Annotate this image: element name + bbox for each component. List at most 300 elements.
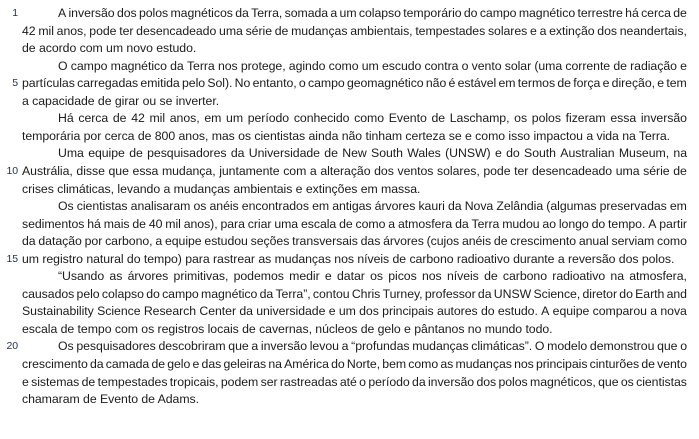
word: dos: [359, 304, 379, 319]
word: comparou: [592, 304, 647, 319]
word: série: [643, 163, 670, 178]
word: colapso: [358, 6, 401, 20]
word: primitivas,: [173, 269, 229, 284]
word: árvores: [127, 269, 169, 284]
word: América: [284, 357, 329, 371]
word: de: [132, 216, 146, 231]
word: Zelândia: [496, 199, 544, 214]
word: há: [87, 216, 101, 231]
word: campo: [307, 76, 345, 91]
word: antigas: [332, 199, 372, 214]
word: neandertais,: [619, 23, 687, 38]
word: da: [448, 199, 462, 214]
text-line: [22, 198, 687, 216]
word: conhecido: [293, 111, 350, 126]
word: Chris: [351, 286, 381, 301]
word: sistemas: [31, 374, 80, 389]
word: cientistas: [76, 199, 128, 214]
word: carbono: [502, 269, 548, 284]
word: causados: [22, 286, 75, 301]
word: da: [239, 304, 253, 319]
word: essa: [610, 111, 637, 126]
word: as: [440, 357, 454, 371]
word: o: [461, 58, 469, 73]
word: das: [360, 234, 381, 249]
word: climáticas”.: [471, 339, 533, 354]
word: de: [484, 269, 498, 284]
word: datação: [38, 234, 82, 249]
word: a: [309, 163, 317, 178]
text-line: crises climáticas, levando a mudanças ambientais e extinções em massa.: [22, 181, 421, 196]
word: dos: [374, 163, 394, 178]
word: mudança,: [161, 163, 216, 178]
word: magnéticos,: [530, 374, 596, 389]
word: New: [342, 146, 367, 161]
word: e: [530, 23, 537, 38]
word: Os: [58, 199, 74, 214]
word: radioativo: [552, 269, 606, 284]
word: fizeram: [565, 111, 606, 126]
text-line: [22, 286, 687, 304]
word: solares: [487, 23, 528, 38]
word: da: [230, 146, 245, 161]
word: inversão: [640, 111, 687, 126]
word: autores: [436, 304, 478, 319]
text-line: de acordo com um novo estudo.: [22, 41, 197, 56]
text-line: [22, 145, 687, 163]
line-number: 10: [6, 164, 18, 177]
word: magnéticos: [170, 6, 233, 20]
word: demonstrou: [589, 339, 655, 354]
word: Nova: [464, 199, 494, 214]
word: da: [412, 374, 426, 389]
word: ventos: [397, 163, 434, 178]
word: kauri: [418, 199, 445, 214]
word: alteração: [320, 163, 371, 178]
word: escala: [300, 216, 337, 231]
word: campo: [70, 58, 108, 73]
word: e: [602, 76, 610, 91]
word: árvores: [374, 199, 416, 214]
text-line: temporária por cerca de 800 anos, mas os cientistas ainda não tinham certeza se e como isso impactou a vida na Terra.: [22, 128, 671, 143]
word: extinção: [549, 23, 595, 38]
word: nos: [421, 269, 442, 284]
word: de: [339, 216, 353, 231]
text-line: chamaram de Evento de Adams.: [22, 392, 200, 407]
word: os: [370, 269, 383, 284]
word: de: [641, 357, 655, 371]
word: um: [338, 304, 356, 319]
word: emitida: [140, 76, 180, 91]
word: 42: [131, 111, 145, 126]
word: Terra: [471, 216, 500, 231]
word: A: [541, 304, 550, 319]
word: das: [201, 357, 222, 371]
word: a: [539, 23, 547, 38]
word: estudou: [204, 234, 248, 249]
word: essa: [132, 163, 159, 178]
word: O: [534, 339, 545, 354]
text-line: escala de tempo com os registros locais de cavernas, núcleos de gelo e pântanos no mundo todo.: [22, 321, 553, 336]
word: colapso: [101, 286, 144, 301]
word: podemos: [233, 269, 284, 284]
word: cinturões: [589, 357, 640, 371]
word: do: [480, 304, 495, 319]
word: da: [89, 357, 104, 371]
word: mil: [38, 23, 54, 38]
word: os: [193, 199, 207, 214]
word: da: [477, 286, 492, 301]
word: de: [324, 146, 338, 161]
word: vento: [471, 58, 502, 73]
word: ambientais,: [350, 23, 413, 38]
word: da: [235, 6, 249, 20]
word: com: [283, 163, 307, 178]
word: uma: [219, 23, 243, 38]
word: como: [355, 216, 386, 231]
word: como: [328, 58, 359, 73]
word: mudanças: [412, 339, 469, 354]
word: a: [650, 304, 658, 319]
word: árvores: [383, 234, 424, 249]
word: de: [557, 76, 571, 91]
word: para: [220, 216, 245, 231]
word: em: [669, 199, 687, 214]
word: polos: [138, 6, 169, 20]
word: em: [312, 199, 330, 214]
text-line: [22, 303, 687, 321]
word: (UNSW): [445, 146, 491, 161]
word: contou: [312, 286, 350, 301]
word: a: [251, 339, 259, 354]
word: há: [625, 6, 639, 20]
word: rastreadas: [279, 374, 338, 389]
word: a: [155, 234, 163, 249]
word: geleiras: [223, 357, 267, 371]
word: do: [619, 286, 633, 301]
word: protege,: [240, 58, 286, 73]
word: de: [129, 146, 143, 161]
word: nova: [660, 304, 687, 319]
word: que: [598, 374, 619, 389]
word: de: [673, 163, 687, 178]
word: polos: [498, 374, 528, 389]
word: Earth: [635, 286, 665, 301]
word: entanto,: [252, 76, 297, 91]
word: e: [680, 58, 687, 73]
word: disse: [76, 163, 105, 178]
word: levou: [309, 339, 339, 354]
text-line: [22, 110, 687, 128]
word: Uma: [58, 146, 84, 161]
word: termos: [517, 76, 556, 91]
word: até: [339, 374, 357, 389]
word: de: [274, 23, 289, 38]
word: transversais: [292, 234, 358, 249]
word: mil: [165, 216, 181, 231]
word: podem: [220, 374, 259, 389]
line-number: 1: [12, 7, 18, 19]
word: temporário: [403, 6, 462, 20]
word: como: [354, 111, 385, 126]
word: e: [192, 357, 200, 371]
word: campo: [479, 6, 517, 20]
word: O: [58, 58, 68, 73]
word: do: [463, 6, 478, 20]
word: pode: [483, 163, 511, 178]
word: Sustainability: [22, 304, 94, 319]
word: contra: [424, 58, 459, 73]
word: anos),: [183, 216, 218, 231]
word: Terra,: [251, 6, 283, 20]
word: Terra”,: [275, 286, 311, 301]
word: da: [455, 216, 469, 231]
word: do: [591, 216, 606, 231]
word: magnético: [201, 286, 258, 301]
word: é: [448, 76, 456, 91]
word: de: [151, 357, 166, 371]
word: pelo: [76, 286, 100, 301]
word: Os: [58, 339, 74, 354]
word: em: [204, 111, 222, 126]
word: tempestades: [97, 374, 168, 389]
word: que: [108, 163, 129, 178]
word: por: [84, 234, 103, 249]
text-line: [22, 163, 687, 181]
word: Wales: [407, 146, 441, 161]
word: anual: [578, 234, 609, 249]
word: de: [431, 111, 446, 126]
word: analisaram: [130, 199, 191, 214]
word: pode: [89, 23, 117, 38]
word: de: [493, 234, 508, 249]
word: Norte,: [346, 357, 381, 371]
word: na: [673, 146, 687, 161]
word: do: [331, 357, 345, 371]
word: dos: [116, 6, 137, 20]
word: e: [324, 269, 332, 284]
word: polos: [531, 111, 561, 126]
word: na: [268, 357, 282, 371]
word: datar: [337, 269, 365, 284]
word: do: [146, 286, 160, 301]
word: desencadeado: [532, 163, 613, 178]
document-text-body: [22, 0, 687, 439]
word: da: [22, 234, 36, 249]
word: dos: [476, 374, 497, 389]
word: força: [573, 76, 601, 91]
word: escudo: [381, 58, 422, 73]
word: a: [388, 216, 396, 231]
word: período: [247, 111, 290, 126]
word: longo: [558, 216, 589, 231]
word: modelo: [547, 339, 588, 354]
word: período: [368, 374, 410, 389]
text-line: [22, 5, 687, 23]
word: diretor: [582, 286, 617, 301]
word: Research: [143, 304, 197, 319]
word: equipe: [88, 146, 125, 161]
word: tempo.: [608, 216, 646, 231]
word: “profundas: [351, 339, 410, 354]
word: carbono,: [105, 234, 153, 249]
word: principais: [535, 357, 588, 371]
text-line: [22, 23, 687, 41]
word: mudanças: [455, 357, 512, 371]
word: o: [359, 374, 366, 389]
word: partículas: [22, 76, 75, 91]
word: universidade: [256, 304, 326, 319]
word: atmosfera: [397, 216, 453, 231]
word: camada: [105, 357, 150, 371]
word: tempestades: [415, 23, 486, 38]
word: crescimento: [22, 357, 88, 371]
text-line: a capacidade de girar ou se inverter.: [22, 93, 220, 108]
word: encontrados: [241, 199, 309, 214]
word: bem: [382, 357, 407, 371]
word: agindo: [288, 58, 326, 73]
word: crescimento: [510, 234, 577, 249]
word: A: [648, 216, 657, 231]
word: (uma: [534, 58, 563, 73]
text-line: um registro natural do tempo) para rastrear as mudanças nos níveis de carbono radioativo durante a reversão dos polos.: [22, 251, 675, 266]
word: Laschamp,: [449, 111, 510, 126]
word: professor: [424, 286, 476, 301]
word: de: [673, 6, 687, 20]
word: tem: [666, 76, 687, 91]
word: criar: [247, 216, 272, 231]
word: Center: [199, 304, 236, 319]
word: anos,: [169, 111, 200, 126]
text-line: [22, 338, 687, 356]
word: um: [226, 111, 244, 126]
word: inversão: [260, 339, 308, 354]
word: tropicais,: [169, 374, 219, 389]
word: corrente: [565, 58, 611, 73]
word: preservadas: [599, 199, 667, 214]
word: pesquisadores: [76, 339, 156, 354]
word: como: [408, 357, 439, 371]
word: desencadeado: [136, 23, 217, 38]
line-number: 5: [12, 77, 18, 90]
word: medir: [289, 269, 320, 284]
word: A: [58, 6, 67, 20]
word: Turney,: [382, 286, 423, 301]
word: Terra: [186, 58, 215, 73]
word: Universidade: [248, 146, 320, 161]
word: radiação: [630, 58, 677, 73]
word: série: [245, 23, 272, 38]
word: geomagnético: [346, 76, 424, 91]
word: anéis: [461, 234, 492, 249]
word: um: [339, 6, 357, 20]
word: Sol).: [207, 76, 233, 91]
word: direção,: [611, 76, 656, 91]
word: picos: [388, 269, 417, 284]
word: de: [81, 374, 96, 389]
word: anos,: [56, 23, 87, 38]
word: um: [361, 58, 379, 73]
word: No: [234, 76, 251, 91]
word: UNSW: [493, 286, 532, 301]
word: Austrália,: [22, 163, 73, 178]
word: inversão: [68, 6, 115, 20]
word: mil: [149, 111, 166, 126]
word: ser: [260, 374, 278, 389]
word: Há: [58, 111, 74, 126]
word: inversão: [427, 374, 475, 389]
word: ter: [119, 23, 134, 38]
word: (cujos: [426, 234, 460, 249]
word: anéis: [209, 199, 239, 214]
text-line: [22, 356, 687, 374]
line-number: 15: [6, 252, 18, 265]
word: nos: [514, 357, 534, 371]
word: e: [22, 374, 29, 389]
word: da: [259, 286, 274, 301]
text-line: [22, 216, 687, 234]
word: terrestre: [577, 6, 623, 20]
word: em: [498, 76, 516, 91]
word: juntamente: [219, 163, 280, 178]
text-line: [22, 58, 687, 76]
word: pelo: [182, 76, 206, 91]
word: cientistas: [636, 374, 687, 389]
word: uma: [615, 163, 640, 178]
word: nos: [217, 58, 238, 73]
text-line: [22, 233, 687, 251]
word: Museum,: [618, 146, 670, 161]
word: somada: [284, 6, 329, 20]
word: estudo.: [497, 304, 538, 319]
word: e: [494, 146, 502, 161]
line-number: 20: [6, 340, 18, 353]
word: estável: [457, 76, 497, 91]
word: magnético: [110, 58, 167, 73]
word: atmosfera,: [629, 269, 687, 284]
word: e: [328, 304, 336, 319]
word: do: [506, 146, 520, 161]
text-line: [22, 268, 687, 286]
word: pesquisadores: [147, 146, 227, 161]
word: como: [657, 234, 687, 249]
word: ao: [542, 216, 556, 231]
word: solares,: [437, 163, 480, 178]
word: seções: [250, 234, 290, 249]
word: (algumas: [546, 199, 597, 214]
word: Science: [97, 304, 141, 319]
word: de: [112, 111, 127, 126]
word: que: [228, 339, 249, 354]
word: mudou: [502, 216, 540, 231]
word: principais: [382, 304, 434, 319]
word: mudanças: [291, 23, 348, 38]
word: mais: [103, 216, 130, 231]
word: campo: [162, 286, 199, 301]
word: solar: [504, 58, 532, 73]
word: equipe: [164, 234, 202, 249]
word: a: [330, 6, 338, 20]
word: o: [680, 339, 687, 354]
word: cerca: [641, 6, 671, 20]
word: gelo: [167, 357, 191, 371]
word: descobriram: [158, 339, 226, 354]
word: magnético: [518, 6, 576, 20]
word: Australian: [560, 146, 615, 161]
word: carregadas: [77, 76, 139, 91]
text-line: [22, 374, 687, 392]
text-line: [22, 75, 687, 93]
